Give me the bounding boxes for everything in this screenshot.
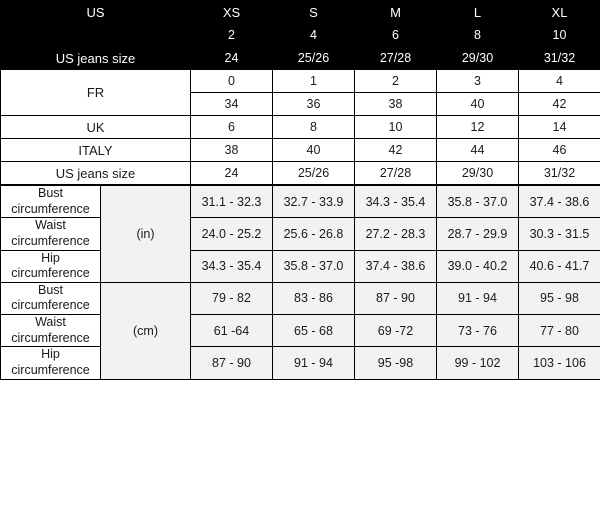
cell-bust-in-s: 32.7 - 33.9 xyxy=(273,186,355,218)
row-label-us-jeans-top: US jeans size xyxy=(1,47,191,70)
cell-us-numeric-m: 6 xyxy=(355,24,437,47)
row-label-italy: ITALY xyxy=(1,139,191,162)
cell-us-numeric-xl: 10 xyxy=(519,24,600,47)
cell-us-jeans-top-xl: 31/32 xyxy=(519,47,600,70)
row-label-waist-in: Waist circumference xyxy=(1,218,101,250)
size-header-xs: XS xyxy=(191,1,273,24)
size-header-l: L xyxy=(437,1,519,24)
cell-hip-cm-s: 91 - 94 xyxy=(273,347,355,379)
cell-us-jeans-bottom-xs: 24 xyxy=(191,162,273,185)
cell-us-numeric-l: 8 xyxy=(437,24,519,47)
cell-us-jeans-bottom-s: 25/26 xyxy=(273,162,355,185)
cell-italy-s: 40 xyxy=(273,139,355,162)
cell-hip-in-l: 39.0 - 40.2 xyxy=(437,250,519,282)
row-label-us-numeric xyxy=(1,24,191,47)
cell-bust-in-m: 34.3 - 35.4 xyxy=(355,186,437,218)
cell-bust-in-l: 35.8 - 37.0 xyxy=(437,186,519,218)
cell-us-jeans-bottom-m: 27/28 xyxy=(355,162,437,185)
cell-hip-in-xs: 34.3 - 35.4 xyxy=(191,250,273,282)
cell-bust-cm-xs: 79 - 82 xyxy=(191,282,273,314)
table-row-us-numeric xyxy=(1,24,600,47)
table-row-bust-in xyxy=(1,186,600,218)
cell-fr-a-xs: 0 xyxy=(191,70,273,93)
cell-waist-in-xs: 24.0 - 25.2 xyxy=(191,218,273,250)
cell-fr-b-xs: 34 xyxy=(191,93,273,116)
cell-waist-in-s: 25.6 - 26.8 xyxy=(273,218,355,250)
cell-italy-xl: 46 xyxy=(519,139,600,162)
size-header-xl: XL xyxy=(519,1,600,24)
cell-us-jeans-bottom-xl: 31/32 xyxy=(519,162,600,185)
cell-us-jeans-top-l: 29/30 xyxy=(437,47,519,70)
row-label-us-jeans-bottom: US jeans size xyxy=(1,162,191,185)
table-row-bust-cm xyxy=(1,282,600,314)
cell-fr-a-m: 2 xyxy=(355,70,437,93)
row-label-fr: FR xyxy=(1,70,191,116)
cell-bust-cm-m: 87 - 90 xyxy=(355,282,437,314)
row-label-bust-cm: Bust circumference xyxy=(1,282,101,314)
table-row-italy xyxy=(1,139,600,162)
cell-waist-in-m: 27.2 - 28.3 xyxy=(355,218,437,250)
table-row-waist-cm xyxy=(1,315,600,347)
cell-hip-in-s: 35.8 - 37.0 xyxy=(273,250,355,282)
row-label-uk: UK xyxy=(1,116,191,139)
cell-us-jeans-top-s: 25/26 xyxy=(273,47,355,70)
table-row-uk xyxy=(1,116,600,139)
row-label-us: US xyxy=(1,1,191,24)
cell-uk-xl: 14 xyxy=(519,116,600,139)
cell-waist-in-xl: 30.3 - 31.5 xyxy=(519,218,600,250)
cell-hip-cm-xs: 87 - 90 xyxy=(191,347,273,379)
size-header-s: S xyxy=(273,1,355,24)
cell-bust-cm-l: 91 - 94 xyxy=(437,282,519,314)
cell-hip-in-m: 37.4 - 38.6 xyxy=(355,250,437,282)
cell-bust-cm-s: 83 - 86 xyxy=(273,282,355,314)
cell-bust-in-xl: 37.4 - 38.6 xyxy=(519,186,600,218)
cell-fr-b-l: 40 xyxy=(437,93,519,116)
cell-bust-in-xs: 31.1 - 32.3 xyxy=(191,186,273,218)
cell-fr-a-s: 1 xyxy=(273,70,355,93)
table-row-us-jeans-bottom xyxy=(1,162,600,185)
cell-uk-s: 8 xyxy=(273,116,355,139)
cell-waist-cm-s: 65 - 68 xyxy=(273,315,355,347)
size-chart-table xyxy=(0,0,600,185)
cell-uk-xs: 6 xyxy=(191,116,273,139)
cell-waist-in-l: 28.7 - 29.9 xyxy=(437,218,519,250)
cell-italy-l: 44 xyxy=(437,139,519,162)
table-row-us-letter xyxy=(1,1,600,24)
cell-waist-cm-xl: 77 - 80 xyxy=(519,315,600,347)
row-label-waist-cm: Waist circumference xyxy=(1,315,101,347)
cell-fr-b-xl: 42 xyxy=(519,93,600,116)
cell-us-jeans-top-m: 27/28 xyxy=(355,47,437,70)
cell-fr-a-xl: 4 xyxy=(519,70,600,93)
table-row-hip-cm xyxy=(1,347,600,379)
table-row-waist-in xyxy=(1,218,600,250)
cell-us-numeric-s: 4 xyxy=(273,24,355,47)
table-row-hip-in xyxy=(1,250,600,282)
table-row-us-jeans-top xyxy=(1,47,600,70)
row-label-hip-cm: Hip circumference xyxy=(1,347,101,379)
table-row-fr-numeric xyxy=(1,70,600,93)
cell-bust-cm-xl: 95 - 98 xyxy=(519,282,600,314)
row-label-hip-in: Hip circumference xyxy=(1,250,101,282)
cell-italy-m: 42 xyxy=(355,139,437,162)
cell-us-jeans-bottom-l: 29/30 xyxy=(437,162,519,185)
cell-fr-b-m: 38 xyxy=(355,93,437,116)
cell-hip-cm-xl: 103 - 106 xyxy=(519,347,600,379)
cell-italy-xs: 38 xyxy=(191,139,273,162)
cell-waist-cm-l: 73 - 76 xyxy=(437,315,519,347)
cell-uk-m: 10 xyxy=(355,116,437,139)
cell-waist-cm-m: 69 -72 xyxy=(355,315,437,347)
cell-fr-a-l: 3 xyxy=(437,70,519,93)
cell-us-numeric-xs: 2 xyxy=(191,24,273,47)
cell-waist-cm-xs: 61 -64 xyxy=(191,315,273,347)
unit-cell-centimeters: (cm) xyxy=(101,282,191,379)
cell-hip-in-xl: 40.6 - 41.7 xyxy=(519,250,600,282)
cell-hip-cm-l: 99 - 102 xyxy=(437,347,519,379)
row-label-bust-in: Bust circumference xyxy=(1,186,101,218)
cell-uk-l: 12 xyxy=(437,116,519,139)
size-header-m: M xyxy=(355,1,437,24)
cell-us-jeans-top-xs: 24 xyxy=(191,47,273,70)
measurements-table xyxy=(0,185,600,380)
cell-hip-cm-m: 95 -98 xyxy=(355,347,437,379)
unit-cell-inches: (in) xyxy=(101,186,191,283)
cell-fr-b-s: 36 xyxy=(273,93,355,116)
